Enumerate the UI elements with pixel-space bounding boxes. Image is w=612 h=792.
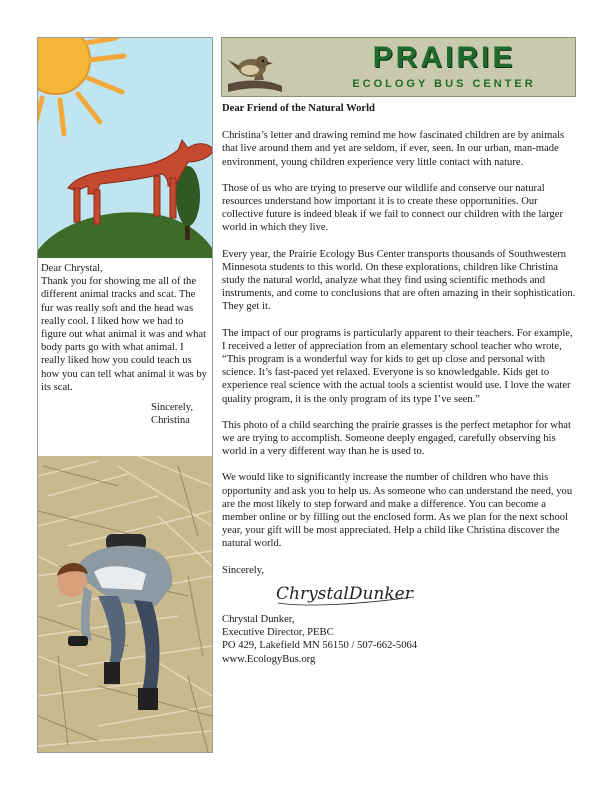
letter-paragraph: Every year, the Prairie Ecology Bus Center transports thousands of Southwestern Minnesota students to this world. On these explorations, children like Christina study the natural world, analyze what they find using scientific methods and instruments, and come to conclusions that are often amazing in their sophistication. They get it. [222,248,576,313]
child-letter-salutation: Dear Chrystal, [41,263,103,274]
child-letter-closing: Sincerely, [151,402,193,414]
sender-website[interactable]: www.EcologyBus.org [222,653,316,665]
letter-paragraph: We would like to significantly increase the number of children who have this opportunity and ask you to help us. As someone who can understand the need, you are the most likely to step forward and make a difference. You can become a member online or by filling out the enclosed form. As we plan for the next school year, your gift will be most appreciated. Help a child like Christina discover the natural world. [222,472,573,550]
letter-closing: Sincerely, [222,564,264,576]
letter-greeting: Dear Friend of the Natural World [222,103,375,114]
child-letter-signer: Christina [151,415,190,427]
letter-paragraph: Christina’s letter and drawing remind me how fascinated children are by animals that live around them and yet are seldom, if ever, seen. In our urban, man-made environment, young children experience very little contact with nature. [222,130,565,168]
bird-logo-icon [224,40,284,96]
letter-paragraph: Those of us who are trying to preserve our wildlife and conserve our natural resources understand how important it is to create these opportunities. Our collective future is indeed bleak if we fail to connect our children with the larger world in which they live. [222,182,564,234]
letter-paragraph: The impact of our programs is particularly apparent to their teachers. For example, I received a letter of appreciation from an elementary school teacher who wrote, “This program is a wonderful way for kids to get up close and personal with science. It’s fast-paced yet relaxed. Everyone is so knowledgable. Kids get to experience real science with the actual tools a scientist would use. I love the water quality program, it is the only program of its type I’ve seen.” [222,327,573,405]
child-in-grass-photo [38,456,212,752]
letter-paragraph: This photo of a child searching the prairie grasses is the perfect metaphor for what we are trying to accomplish. Someone deeply engaged, carefully observing his world in a very different way than he is used to. [222,419,571,458]
animal-drawing-illustration [38,38,212,258]
child-letter-body: Thank you for showing me all of the different animal tracks and scat. The fur was really soft and the head was really cool. I liked how we had to figure out what animal it was and what body parts go with what animal. I really liked how you could teach us how you can tell what animal it was by its scat. [41,276,207,393]
photo-illustration [38,456,212,752]
sun-icon [38,38,124,134]
header-subtitle: ECOLOGY BUS CENTER [352,78,536,90]
main-letter [222,102,578,666]
child-drawing [38,38,212,258]
header-banner [221,37,576,97]
child-letter [41,262,209,427]
sender-name: Chrystal Dunker, [222,613,295,625]
header-title: PRAIRIE [372,41,516,74]
sender-address: PO 429, Lakefield MN 56150 / 507-662-5064 [222,640,418,652]
handwritten-signature [274,573,578,609]
sender-title: Executive Director, PEBC [222,627,334,639]
signature-glyphs: ChrystalDunker [276,583,413,604]
left-column [37,37,213,753]
